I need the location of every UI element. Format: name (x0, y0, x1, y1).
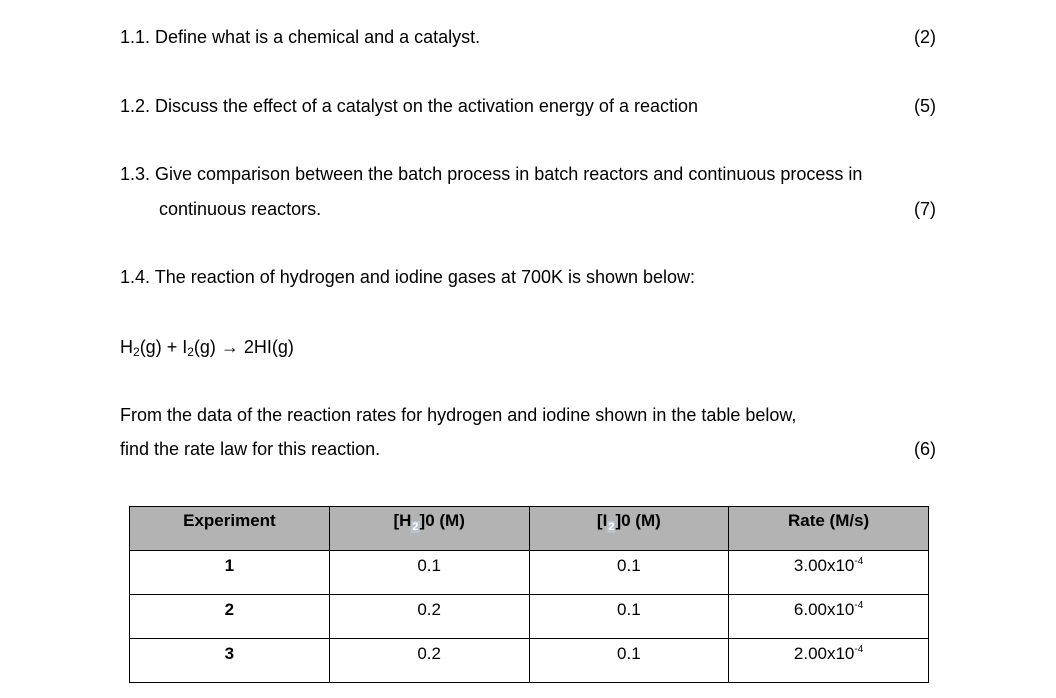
cell-h2: 0.2 (329, 639, 529, 683)
cell-i2: 0.1 (529, 551, 729, 595)
rate-exponent: -4 (854, 600, 864, 611)
question-1-1-marks: (2) (914, 27, 936, 47)
table-row (130, 551, 929, 595)
question-1-3-marks: (7) (914, 199, 936, 219)
cell-experiment: 3 (130, 639, 330, 683)
header-rate: Rate (M/s) (729, 507, 929, 551)
equation-middle: (g) + I (139, 337, 188, 357)
question-1-4-text: 1.4. The reaction of hydrogen and iodine gases at 700K is shown below: (120, 267, 696, 287)
instructions-marks: (6) (914, 439, 936, 459)
rate-base: 2.00x10 (793, 644, 855, 663)
header-h2-concentration (329, 507, 529, 551)
rate-base: 3.00x10 (793, 556, 855, 575)
cell-rate (729, 639, 929, 683)
equation-end: (g) → 2HI(g) (193, 337, 294, 357)
cell-experiment: 2 (130, 595, 330, 639)
table-row (130, 595, 929, 639)
cell-i2: 0.1 (529, 639, 729, 683)
rate-exponent: -4 (854, 556, 864, 567)
question-1-3-line1: 1.3. Give comparison between the batch process in batch reactors and continuous process in (120, 164, 863, 184)
table-row (130, 639, 929, 683)
question-1-2-text: 1.2. Discuss the effect of a catalyst on the activation energy of a reaction (120, 96, 698, 116)
question-1-1-text: 1.1. Define what is a chemical and a catalyst. (120, 27, 481, 47)
reaction-equation (120, 336, 294, 358)
question-1-3-line2: continuous reactors. (159, 199, 322, 219)
equation-h-subscript: 2 (133, 345, 140, 359)
cell-h2: 0.1 (329, 551, 529, 595)
header-i2-subscript: 2 (608, 521, 615, 533)
cell-rate (729, 551, 929, 595)
header-i2-pre: [I (596, 511, 608, 530)
cell-h2: 0.2 (329, 595, 529, 639)
table-header-row (130, 507, 929, 551)
instructions-line1: From the data of the reaction rates for hydrogen and iodine shown in the table below, (120, 405, 797, 425)
header-experiment: Experiment (130, 507, 330, 551)
equation-h: H (120, 337, 133, 357)
header-i2-concentration (529, 507, 729, 551)
cell-rate (729, 595, 929, 639)
header-h2-post: ]0 (M) (419, 511, 465, 530)
question-1-2-marks: (5) (914, 96, 936, 116)
header-i2-post: ]0 (M) (615, 511, 661, 530)
cell-i2: 0.1 (529, 595, 729, 639)
header-h2-pre: [H (393, 511, 412, 530)
header-h2-subscript: 2 (412, 521, 419, 533)
instructions-line2: find the rate law for this reaction. (120, 439, 381, 459)
rate-base: 6.00x10 (793, 600, 855, 619)
equation-i-subscript: 2 (187, 345, 194, 359)
cell-experiment: 1 (130, 551, 330, 595)
rate-exponent: -4 (854, 644, 864, 655)
rate-data-table (129, 506, 929, 683)
